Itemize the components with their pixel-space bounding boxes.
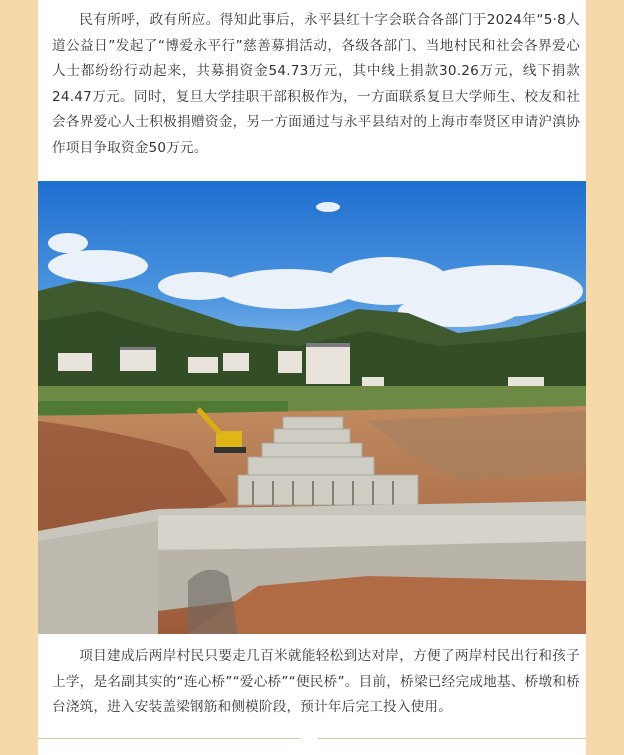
bottom-divider-left <box>38 738 300 739</box>
bottom-divider-right <box>318 738 586 739</box>
bridge-construction-photo <box>38 181 586 634</box>
article-paragraph-2: 项目建成后两岸村民只要走几百米就能轻松到达对岸，方便了两岸村民出行和孩子上学，是名副其实的“连心桥”“爱心桥”“便民桥”。目前，桥梁已经完成地基、桥墩和桥台浇筑，进入安装盖梁钢筋和侧模阶段，预计年后完工投入使用。 <box>52 648 580 715</box>
article-paragraph-1: 民有所呼，政有所应。得知此事后，永平县红十字会联合各部门于2024年“5·8人道公益日”发起了“博爱永平行”慈善募捐活动，各级各部门、当地村民和社会各界爱心人士都纷纷行动起来，共募捐资金54.73万元，其中线上捐款30.26万元，线下捐款24.47万元。同时，复旦大学挂职干部积极作为，一方面联系复旦大学师生、校友和社会各界爱心人士积极捐赠资金，另一方面通过与永平县结对的上海市奉贤区申请沪滇协作项目争取资金50万元。 <box>52 12 580 156</box>
